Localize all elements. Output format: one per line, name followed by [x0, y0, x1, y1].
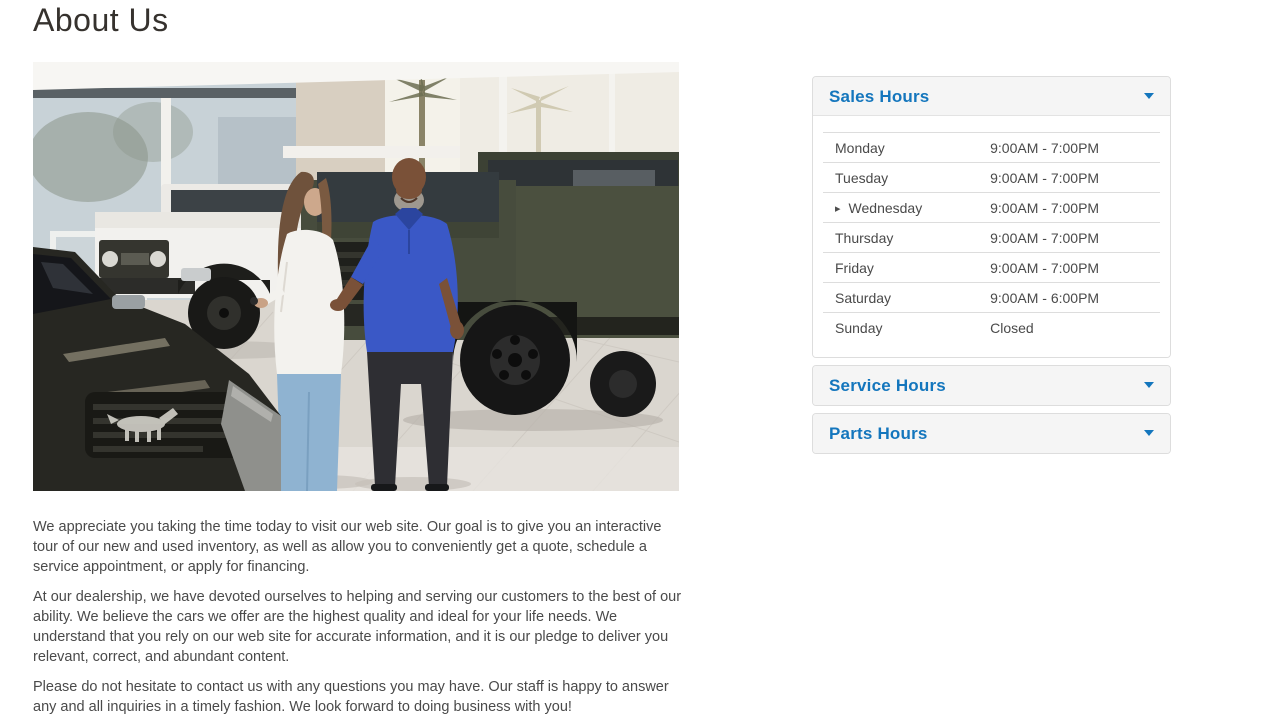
sales-hours-title: Sales Hours — [829, 87, 930, 106]
hours-row-wednesday-current — [823, 193, 1160, 223]
about-text — [33, 517, 687, 717]
day-label: Tuesday — [835, 169, 889, 186]
day-label: Monday — [835, 139, 885, 156]
showroom-photo — [33, 62, 679, 491]
parts-hours-panel — [812, 413, 1171, 454]
hours-row-friday — [823, 253, 1160, 283]
time-value: 9:00AM - 7:00PM — [990, 229, 1100, 246]
time-value: 9:00AM - 7:00PM — [990, 259, 1100, 276]
time-value: 9:00AM - 7:00PM — [990, 169, 1100, 186]
parts-hours-header[interactable] — [813, 414, 1170, 453]
time-value: 9:00AM - 7:00PM — [990, 139, 1100, 156]
day-label-text: Wednesday — [848, 199, 923, 216]
day-label: Saturday — [835, 289, 892, 306]
sales-hours-panel — [812, 76, 1171, 358]
current-day-marker-icon: ▸ — [835, 202, 841, 215]
sales-hours-table — [823, 132, 1160, 343]
day-label: Friday — [835, 259, 874, 276]
hours-column — [812, 76, 1171, 461]
service-hours-title: Service Hours — [829, 375, 946, 395]
day-label: Sunday — [835, 319, 883, 336]
time-value: 9:00AM - 7:00PM — [990, 199, 1100, 216]
sales-hours-body — [813, 116, 1170, 357]
hours-row-thursday — [823, 223, 1160, 253]
time-value: 9:00AM - 6:00PM — [990, 289, 1100, 306]
service-hours-panel — [812, 365, 1171, 406]
showroom-photo-illustration — [33, 62, 679, 491]
sales-hours-header[interactable] — [813, 77, 1170, 116]
about-paragraph-3: Please do not hesitate to contact us with any questions you may have. Our staff is happy to answer any and all inquiries in a timely fashion. We look forward to doing business with you! — [33, 679, 669, 715]
about-paragraph-2: At our dealership, we have devoted ourselves to helping and serving our customers to the best of our ability. We believe the cars we offer are the highest quality and ideal for your life needs. We understand that you rely on our web site for accurate information, and it is our pledge to deliver you relevant, correct, and abundant content. — [33, 589, 682, 665]
service-hours-header[interactable] — [813, 366, 1170, 405]
parts-hours-title: Parts Hours — [829, 423, 928, 443]
hours-row-saturday — [823, 283, 1160, 313]
chevron-down-icon — [1144, 93, 1154, 99]
day-label: Thursday — [835, 229, 894, 246]
time-value: Closed — [990, 319, 1034, 336]
hours-row-monday — [823, 133, 1160, 163]
chevron-down-icon — [1144, 430, 1154, 436]
chevron-down-icon — [1144, 382, 1154, 388]
about-paragraph-1: We appreciate you taking the time today to visit our web site. Our goal is to give you an interactive tour of our new and used inventory, as well as allow you to conveniently get a quote, schedule a service appointment, or apply for financing. — [33, 519, 662, 575]
hours-row-sunday — [823, 313, 1160, 343]
hours-row-tuesday — [823, 163, 1160, 193]
page-title: About Us — [33, 2, 169, 38]
day-label — [823, 193, 988, 223]
